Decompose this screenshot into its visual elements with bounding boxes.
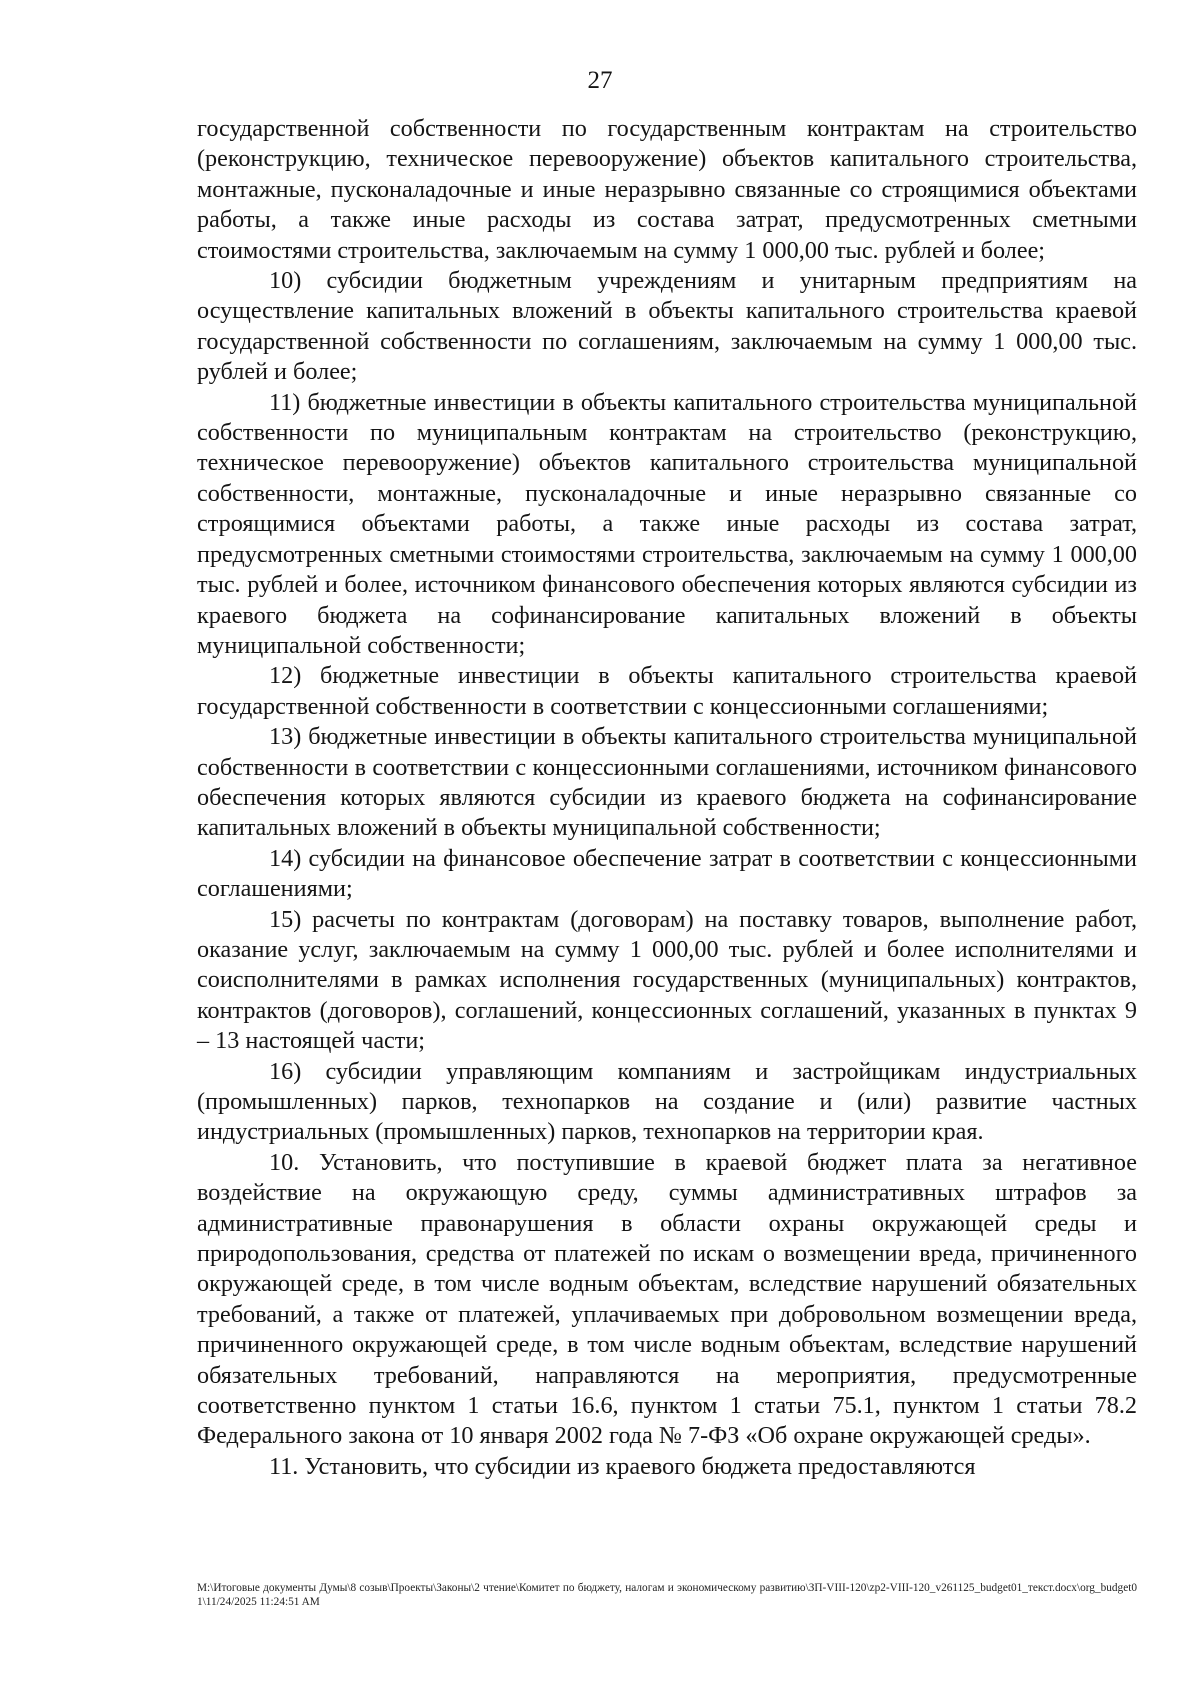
paragraph: 10) субсидии бюджетным учреждениям и унитарным предприятиям на осуществление капитальных вложений в объекты капитального строительства краевой государственной собственности по соглашениям, заключаемым на сумму 1 000,00 тыс. рублей и более; — [197, 267, 1137, 386]
document-body — [197, 114, 1137, 1482]
footer-file-path: M:\Итоговые документы Думы\8 созыв\Проекты\Законы\2 чтение\Комитет по бюджету, налогам и экономическому развитию\ЗП-VIII-120\zp2-VIII-120_v261125_budget01_текст.docx\org_budget01\11/24/2025 11:24:51 AM — [197, 1582, 1137, 1608]
paragraph: государственной собственности по государственным контрактам на строительство (реконструкцию, техническое перевооружение) объектов капитального строительства, монтажные, пусконаладочные и иные неразрывно связанные со строящимися объектами работы, а также иные расходы из состава затрат, предусмотренных сметными стоимостями строительства, заключаемым на сумму 1 000,00 тыс. рублей и более; — [197, 115, 1137, 264]
paragraph: 13) бюджетные инвестиции в объекты капитального строительства муниципальной собственности в соответствии с концессионными соглашениями, источником финансового обеспечения которых являются субсидии из краевого бюджета на софинансирование капитальных вложений в объекты муниципальной собственности; — [197, 723, 1137, 842]
paragraph: 15) расчеты по контрактам (договорам) на поставку товаров, выполнение работ, оказание услуг, заключаемым на сумму 1 000,00 тыс. рублей и более исполнителями и соисполнителями в рамках исполнения государственных (муниципальных) контрактов, контрактов (договоров), соглашений, концессионных соглашений, указанных в пунктах 9 – 13 настоящей части; — [197, 905, 1137, 1055]
paragraph: 11. Установить, что субсидии из краевого бюджета предоставляются — [269, 1452, 976, 1480]
paragraph: 12) бюджетные инвестиции в объекты капитального строительства краевой государственной собственности в соответствии с концессионными соглашениями; — [197, 662, 1137, 720]
page-number: 27 — [587, 67, 613, 94]
paragraph: 16) субсидии управляющим компаниям и застройщикам индустриальных (промышленных) парков, технопарков на создание и (или) развитие частных индустриальных (промышленных) парков, технопарков на территории края. — [197, 1057, 1137, 1146]
paragraph: 14) субсидии на финансовое обеспечение затрат в соответствии с концессионными соглашениями; — [197, 844, 1137, 903]
paragraph: 10. Установить, что поступившие в краевой бюджет плата за негативное воздействие на окружающую среду, суммы административных штрафов за административные правонарушения в области охраны окружающей среды и природопользования, средства от платежей по искам о возмещении вреда, причиненного окружающей среде, в том числе водным объектам, вследствие нарушений обязательных требований, а также от платежей, уплачиваемых при добровольном возмещении вреда, причиненного окружающей среде, в том числе водным объектам, вследствие нарушений обязательных требований, направляются на мероприятия, предусмотренные соответственно пунктом 1 статьи 16.6, пунктом 1 статьи 75.1, пунктом 1 статьи 78.2 Федерального закона от 10 января 2002 года № 7-ФЗ «Об охране окружающей среды». — [197, 1148, 1137, 1450]
paragraph: 11) бюджетные инвестиции в объекты капитального строительства муниципальной собственности по муниципальным контрактам на строительство (реконструкцию, техническое перевооружение) объектов капитального строительства муниципальной собственности, монтажные, пусконаладочные и иные неразрывно связанные со строящимися объектами работы, а также иные расходы из состава затрат, предусмотренных сметными стоимостями строительства, заключаемым на сумму 1 000,00 тыс. рублей и более, источником финансового обеспечения которых являются субсидии из краевого бюджета на софинансирование капитальных вложений в объекты муниципальной собственности; — [197, 388, 1137, 659]
